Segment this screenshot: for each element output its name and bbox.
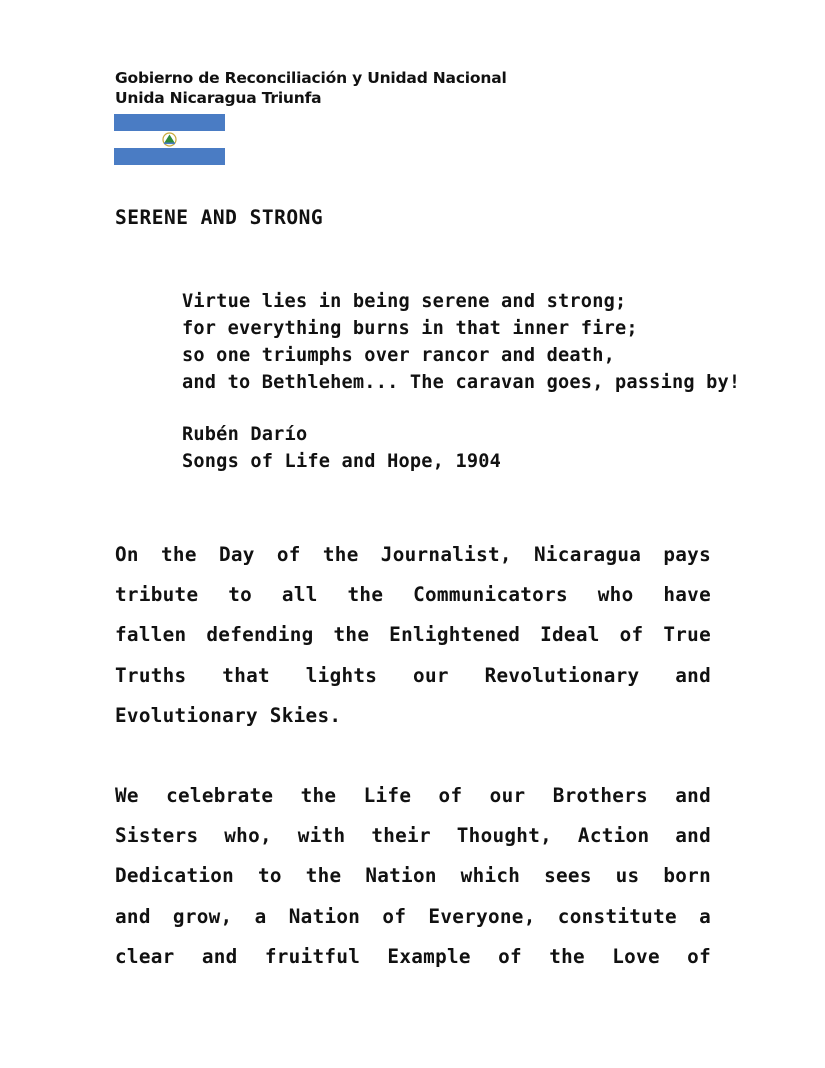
nicaragua-flag-icon xyxy=(114,114,225,165)
paragraph-line: Truths that lights our Revolutionary and xyxy=(115,663,711,687)
poem-line: and to Bethlehem... The caravan goes, passing by! xyxy=(182,372,741,393)
body-paragraph-1 xyxy=(115,535,711,736)
paragraph-line: fallen defending the Enlightened Ideal of True xyxy=(115,623,711,647)
poem-attribution xyxy=(182,421,501,475)
paragraph-line: clear and fruitful Example of the Love of xyxy=(115,944,711,968)
paragraph-line: Sisters who, with their Thought, Action and xyxy=(115,824,711,848)
letterhead-slogan: Unida Nicaragua Triunfa xyxy=(115,89,322,107)
poem-source: Songs of Life and Hope, 1904 xyxy=(182,451,502,472)
poem-line: so one triumphs over rancor and death, xyxy=(182,345,615,366)
paragraph-line: Evolutionary Skies. xyxy=(115,703,342,727)
poem-verse xyxy=(182,288,740,396)
body-paragraph-2 xyxy=(115,776,711,977)
paragraph-line: On the Day of the Journalist, Nicaragua pays xyxy=(115,543,711,566)
page-title: SERENE AND STRONG xyxy=(115,206,324,229)
poem-line: for everything burns in that inner fire; xyxy=(182,318,638,339)
poem-line: Virtue lies in being serene and strong; xyxy=(182,291,627,312)
paragraph-line: tribute to all the Communicators who have xyxy=(115,583,711,607)
paragraph-line: We celebrate the Life of our Brothers and xyxy=(115,784,711,807)
letterhead-government: Gobierno de Reconciliación y Unidad Nacional xyxy=(115,69,507,87)
paragraph-line: and grow, a Nation of Everyone, constitute a xyxy=(115,904,711,928)
poem-author: Rubén Darío xyxy=(182,424,308,445)
letterhead xyxy=(115,68,507,108)
paragraph-line: Dedication to the Nation which sees us born xyxy=(115,864,711,888)
